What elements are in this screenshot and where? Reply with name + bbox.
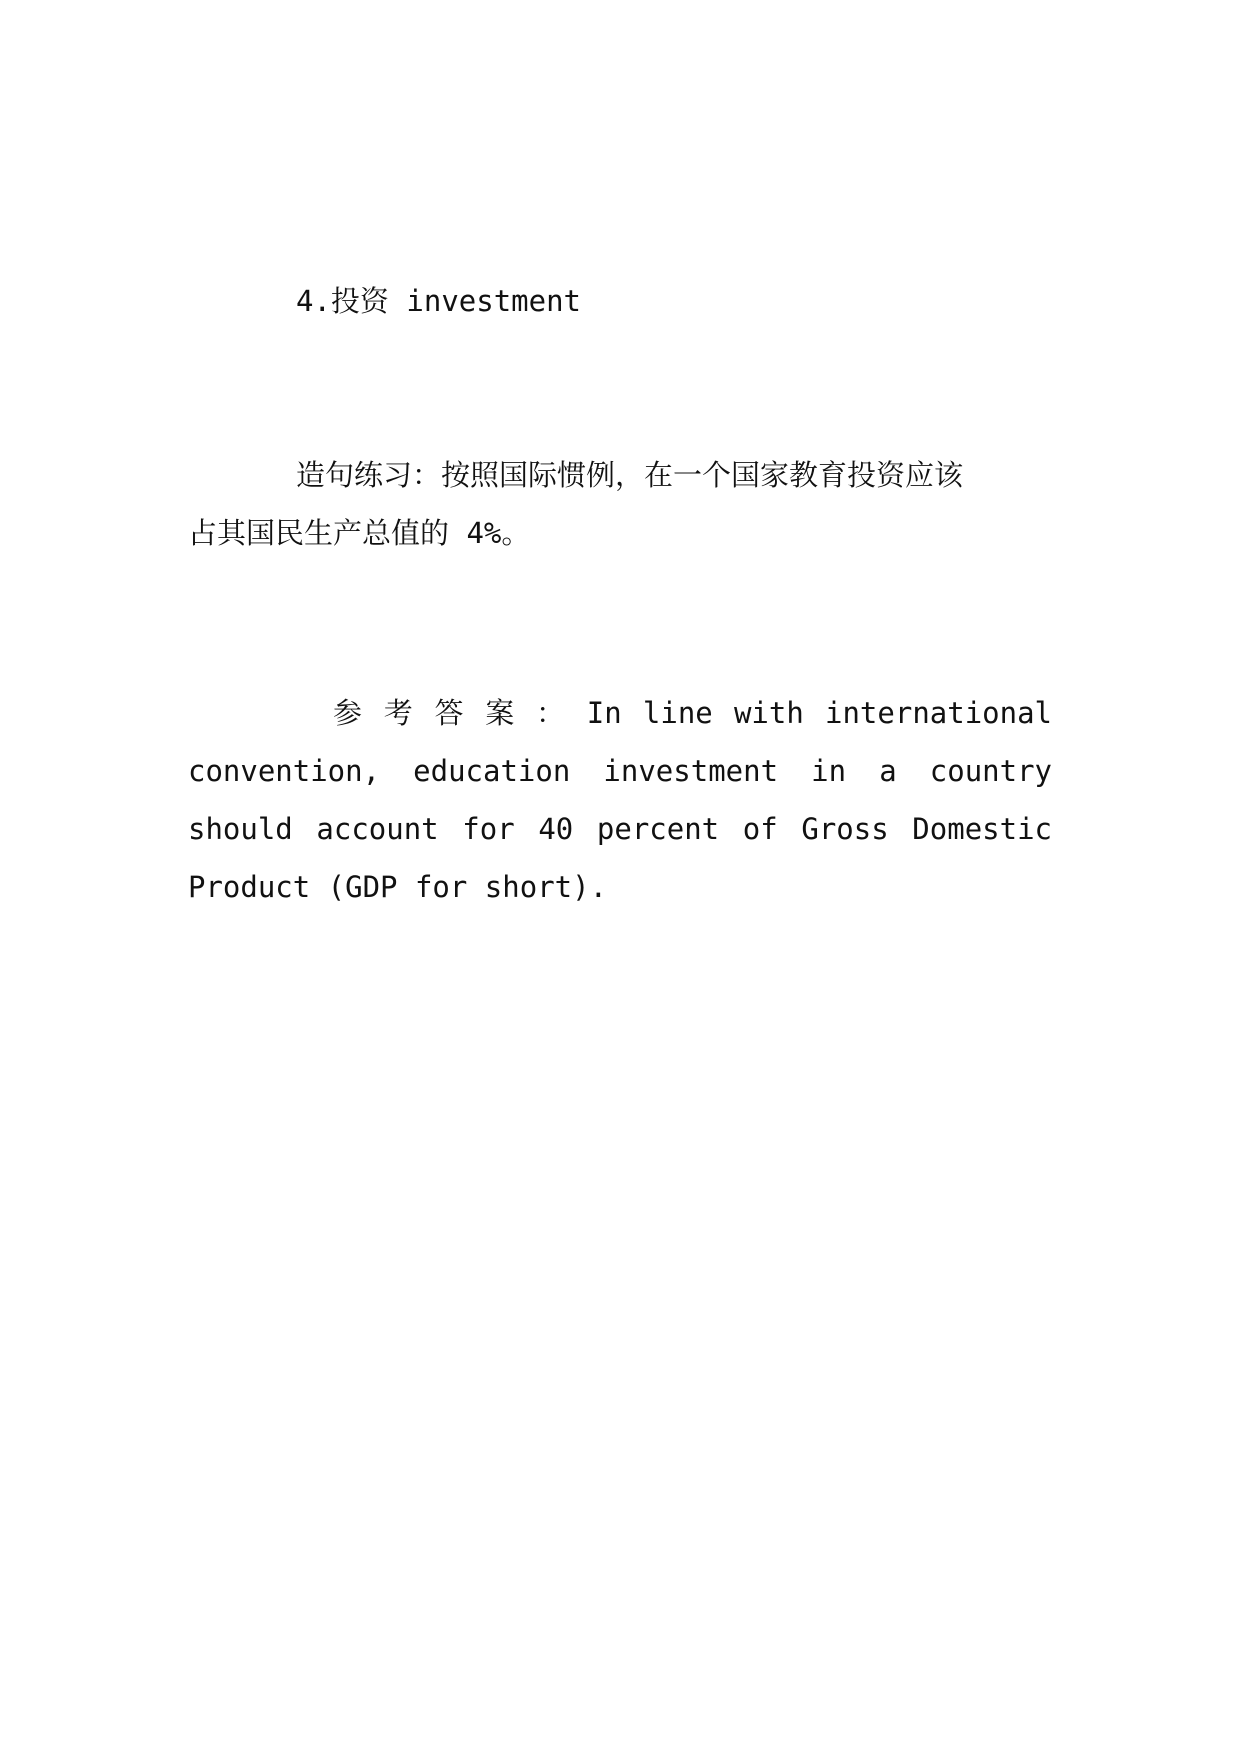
reference-answer [188, 684, 1052, 916]
answer-text-line1: In line with international [586, 696, 1052, 730]
exercise-label: 造句练习： [296, 458, 442, 492]
term-chinese: 投资 [330, 284, 389, 318]
answer-line-3: should account for 40 percent of Gross Domestic [188, 812, 1052, 846]
item-number: 4. [296, 284, 331, 318]
sentence-exercise [188, 446, 1052, 562]
exercise-text-line1: 按照国际惯例，在一个国家教育投资应该 [441, 458, 964, 492]
answer-line-4: Product (GDP for short). [188, 870, 608, 904]
answer-line-2: convention, education investment in a country [188, 754, 1052, 788]
vocab-heading [188, 272, 1160, 330]
answer-line-1 [188, 684, 1052, 742]
term-english: investment [406, 284, 582, 318]
answer-label: 参考答案： [333, 696, 587, 730]
exercise-text-line2: 占其国民生产总值的 4%。 [188, 516, 531, 550]
